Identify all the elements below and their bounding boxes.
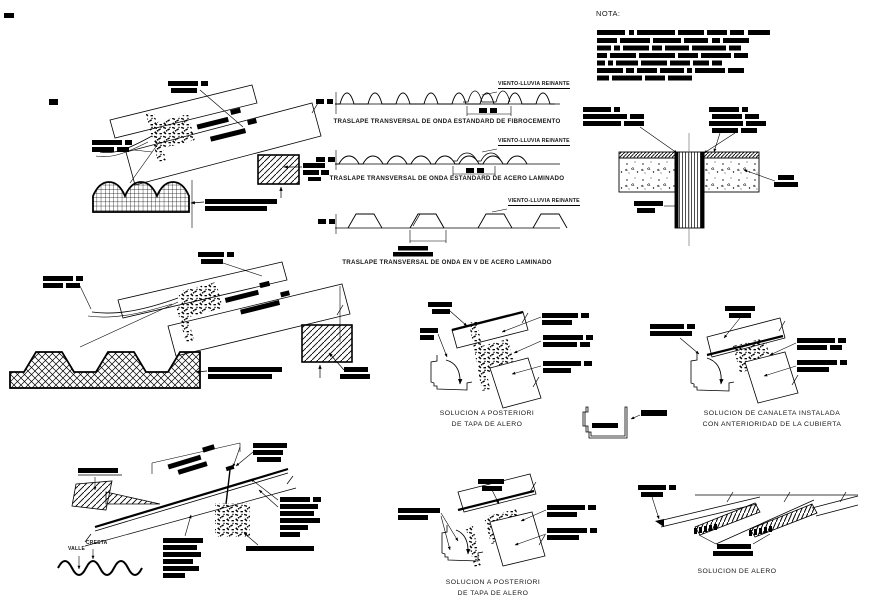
caption-line: SOLUCION A POSTERIORI <box>439 410 535 417</box>
caption-tapa-alero-1 <box>440 409 534 430</box>
caption-alero <box>697 567 776 578</box>
caption-line: SOLUCION DE ALERO <box>697 568 777 575</box>
detail-eave-mid-left <box>10 252 370 388</box>
detail-tapa-alero-2 <box>398 474 597 567</box>
stray-mark <box>4 13 14 18</box>
caption-line: SOLUCION DE CANALETA INSTALADA <box>703 410 841 417</box>
caption-line: DE TAPA DE ALERO <box>451 420 523 428</box>
profile-fibrocemento <box>316 91 560 116</box>
profile-caption-onda-v: TRASLAPE TRANSVERSAL DE ONDA EN V DE ACERO LAMINADO <box>342 259 552 266</box>
wind-rain-label-2: VIENTO-LLUVIA REINANTE <box>498 138 570 144</box>
caption-canaleta <box>703 409 842 430</box>
redacted-label <box>318 219 433 257</box>
detail-eave-top-left <box>49 81 325 228</box>
caption-line: SOLUCION A POSTERIORI <box>445 579 541 586</box>
valley-label: VALLE <box>68 546 86 552</box>
detail-alero <box>638 485 858 556</box>
detail-fixing-slope <box>58 443 321 578</box>
detail-tapa-alero-1 <box>420 302 593 408</box>
redacted-label <box>592 410 667 428</box>
profile-caption-acero: TRASLAPE TRANSVERSAL DE ONDA ESTANDARD DE ACERO LAMINADO <box>329 175 565 182</box>
caption-line: DE TAPA DE ALERO <box>457 589 529 597</box>
detail-canaleta <box>650 306 847 403</box>
channel-profile <box>583 407 667 438</box>
profile-caption-fibrocemento: TRASLAPE TRANSVERSAL DE ONDA ESTANDARD DE FIBROCEMENTO <box>333 118 561 125</box>
wind-rain-label-3: VIENTO-LLUVIA REINANTE <box>508 198 580 204</box>
caption-line: CON ANTERIORIDAD DE LA CUBIERTA <box>702 420 842 428</box>
crest-label: CRESTA <box>86 540 108 546</box>
nota-title: NOTA: <box>596 9 621 18</box>
profile-onda-v <box>318 209 567 257</box>
caption-tapa-alero-2 <box>446 578 540 599</box>
redacted-label <box>316 99 497 113</box>
detail-slab-pipe <box>583 107 798 246</box>
wind-rain-label-1: VIENTO-LLUVIA REINANTE <box>498 81 570 87</box>
nota-redacted-text <box>597 30 770 81</box>
